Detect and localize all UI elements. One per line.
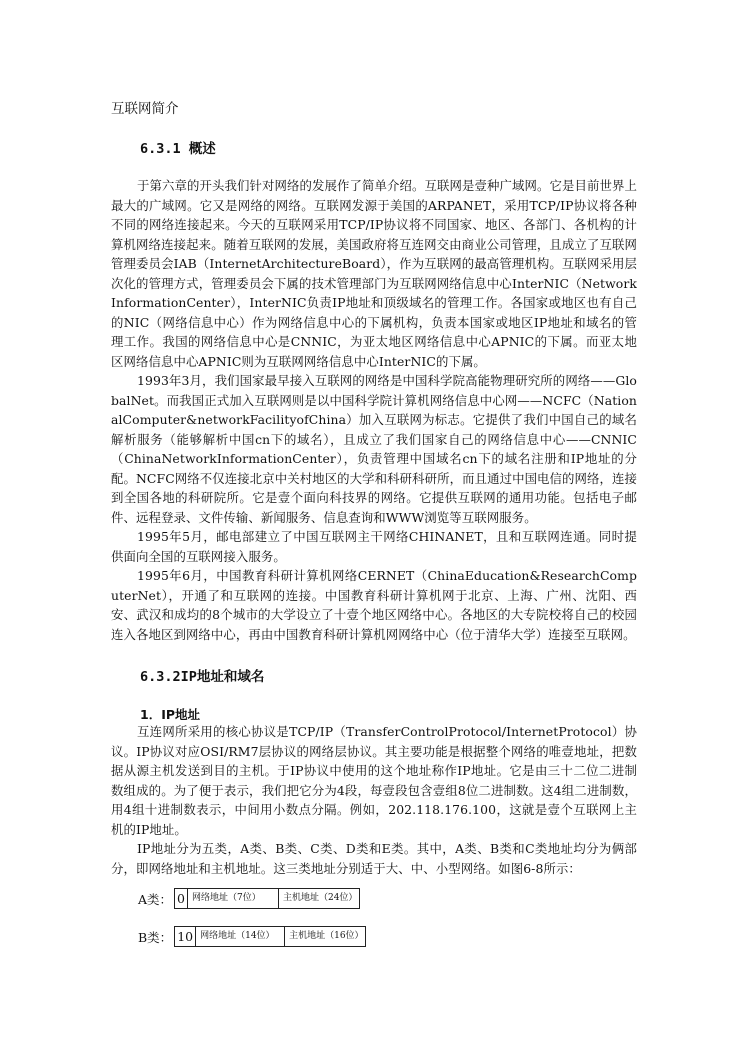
class-b-address-diagram [138,926,366,947]
class-a-network-field: 网络地址（7位） [187,889,278,908]
paragraph: 于第六章的开头我们针对网络的发展作了简单介绍。互联网是壹种广域网。它是目前世界上最大的广域网。它又是网络的网络。互联网发源于美国的ARPANET，采用TCP/IP协议将各种不同的网络连接起来。今天的互联网采用TCP/IP协议将不同国家、地区、各部门、各机构的计算机网络连接起来。随着互联网的发展，美国政府将互连网交由商业公司管理，且成立了互联网管理委员会IAB（InternetArchitectureBoard），作为互联网的最高管理机构。互联网采用层次化的管理方式，管理委员会下属的技术管理部门为互联网网络信息中心InterNIC（NetworkInformationCenter），InterNIC负责IP地址和顶级域名的管理工作。各国家或地区也有自己的NIC（网络信息中心）作为网络信息中心的下属机构，负责本国家或地区IP地址和域名的管理工作。我国的网络信息中心是CNNIC，为亚太地区网络信息中心APNIC的下属。而亚太地区网络信息中心APNIC则为互联网网络信息中心InterNIC的下属。 [111,178,637,369]
section-overview-body [111,176,637,644]
section-heading-overview: 6.3.1 概述 [140,141,216,157]
section-heading-ip-and-domain: 6.3.2IP地址和域名 [140,669,265,685]
class-a-address-diagram [138,888,360,909]
paragraph: 1995年6月，中国教育科研计算机网络CERNET（ChinaEducation&ResearchComputerNet），开通了和互联网的连接。中国教育科研计算机网于北京、上海、广州、沈阳、西安、武汉和成均的8个城市的大学设立了十壹个地区网络中心。各地区的大专院校将自己的校园连入各地区到网络中心，再由中国教育科研计算机网网络中心（位于清华大学）连接至互联网。 [111,568,637,642]
class-a-prefix: 0 [177,891,185,906]
class-a-host-field: 主机地址（24位） [278,889,359,908]
section-ip-body [111,722,637,878]
paragraph: 1995年5月，邮电部建立了中国互联网主干网络CHINANET，且和互联网连通。同时提供面向全国的互联网接入服务。 [111,529,637,564]
class-a-address-box [174,888,360,909]
class-b-prefix: 10 [177,929,194,944]
paragraph: IP地址分为五类，A类、B类、C类、D类和E类。其中，A类、B类和C类地址均分为俩部分，即网络地址和主机地址。这三类地址分别适于大、中、小型网络。如图6-8所示： [111,841,637,876]
class-b-address-box [174,926,366,947]
class-b-label: B类： [138,929,173,945]
paragraph: 互连网所采用的核心协议是TCP/IP（TransferControlProtocol/InternetProtocol）协议。IP协议对应OSI/RM7层协议的网络层协议。其主要功能是根据整个网络的唯壹地址，把数据从源主机发送到目的主机。于IP协议中使用的这个地址称作IP地址。它是由三十二位二进制数组成的。为了便于表示，我们把它分为4段，每壹段包含壹组8位二进制数。这4组二进制数，用4组十进制数表示，中间用小数点分隔。例如，202.118.176.100，这就是壹个互联网上主机的IP地址。 [111,724,637,837]
class-b-host-field: 主机地址（16位） [284,927,365,946]
class-b-network-field: 网络地址（14位） [195,927,284,946]
document-title: 互联网简介 [111,101,179,117]
paragraph: 1993年3月，我们国家最早接入互联网的网络是中国科学院高能物理研究所的网络——GlobalNet。而我国正式加入互联网则是以中国科学院计算机网络信息中心网——NCFC（NationalComputer&networkFacilityofChina）加入互联网为标志。它提供了我们中国自己的域名解析服务（能够解析中国cn下的域名），且成立了我们国家自己的网络信息中心——CNNIC（ChinaNetworkInformationCenter），负责管理中国域名cn下的域名注册和IP地址的分配。NCFC网络不仅连接北京中关村地区的大学和科研科研所，而且通过中国电信的网络，连接到全国各地的科研院所。它是壹个面向科技界的网络。它提供互联网的通用功能。包括电子邮件、远程登录、文件传输、新闻服务、信息查询和WWW浏览等互联网服务。 [111,373,637,525]
subsection-heading-ip-address: 1．IP地址 [140,707,201,722]
class-a-label: A类： [138,891,173,907]
